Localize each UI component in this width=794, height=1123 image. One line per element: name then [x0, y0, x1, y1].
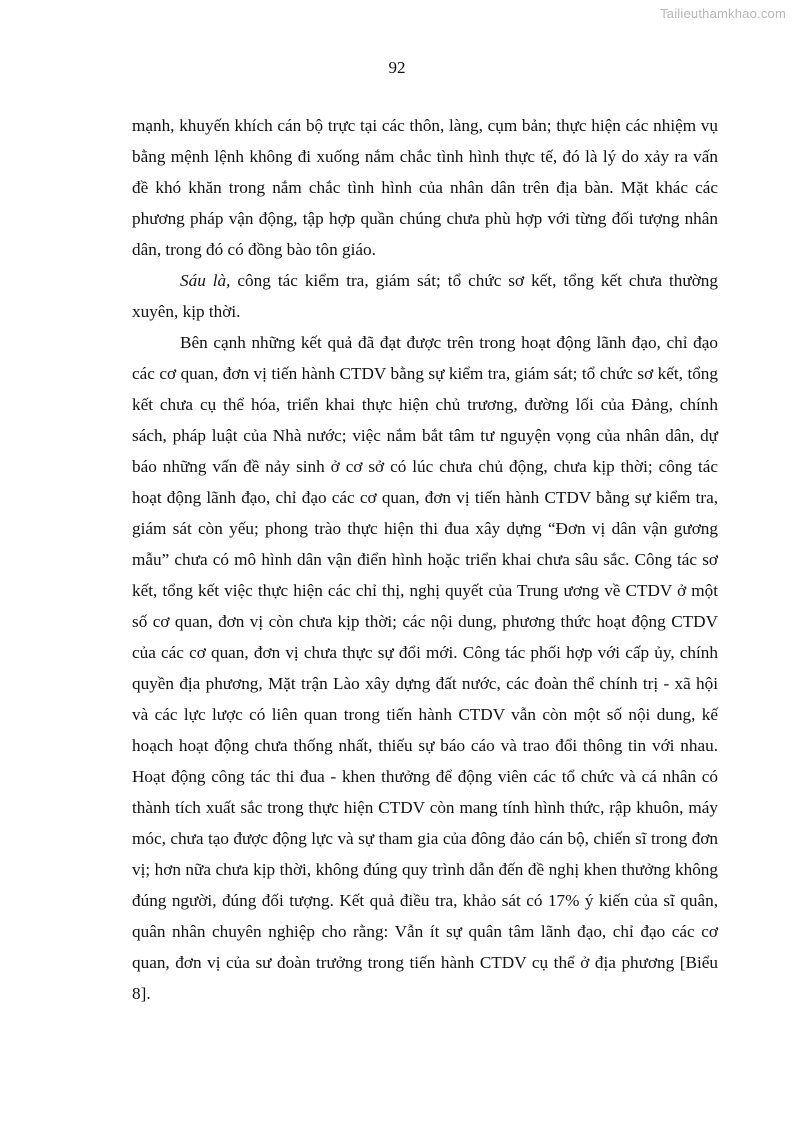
paragraph-2 — [132, 265, 718, 327]
paragraph-2-text: công tác kiểm tra, giám sát; tổ chức sơ kết, tổng kết chưa thường xuyên, kịp thời. — [132, 271, 718, 321]
paragraph-3: Bên cạnh những kết quả đã đạt được trên trong hoạt động lãnh đạo, chỉ đạo các cơ quan, đơn vị tiến hành CTDV bằng sự kiểm tra, giám sát; tổ chức sơ kết, tổng kết chưa cụ thể hóa, triển khai thực hiện chủ trương, đường lối của Đảng, chính sách, pháp luật của Nhà nước; việc nắm bắt tâm tư nguyện vọng của nhân dân, dự báo những vấn đề nảy sinh ở cơ sở có lúc chưa chủ động, chưa kịp thời; công tác hoạt động lãnh đạo, chỉ đạo các cơ quan, đơn vị tiến hành CTDV bằng sự kiểm tra, giám sát còn yếu; phong trào thực hiện thi đua xây dựng “Đơn vị dân vận gương mẫu” chưa có mô hình dân vận điển hình hoặc triển khai chưa sâu sắc. Công tác sơ kết, tổng kết việc thực hiện các chỉ thị, nghị quyết của Trung ương về CTDV ở một số cơ quan, đơn vị còn chưa kịp thời; các nội dung, phương thức hoạt động CTDV của các cơ quan, đơn vị chưa thực sự đổi mới. Công tác phối hợp với cấp ủy, chính quyền địa phương, Mặt trận Lào xây dựng đất nước, các đoàn thể chính trị - xã hội và các lực lược có liên quan trong tiến hành CTDV vẫn còn một số nội dung, kế hoạch hoạt động chưa thống nhất, thiếu sự báo cáo và trao đổi thông tin với nhau. Hoạt động công tác thi đua - khen thưởng để động viên các tổ chức và cá nhân có thành tích xuất sắc trong thực hiện CTDV còn mang tính hình thức, rập khuôn, máy móc, chưa tạo được động lực và sự tham gia của đông đảo cán bộ, chiến sĩ trong đơn vị; hơn nữa chưa kịp thời, không đúng quy trình dẫn đến đề nghị khen thưởng không đúng người, đúng đối tượng. Kết quả điều tra, khảo sát có 17% ý kiến của sĩ quân, quân nhân chuyên nghiệp cho rằng: Vẫn ít sự quân tâm lãnh đạo, chỉ đạo các cơ quan, đơn vị của sư đoàn trưởng trong tiến hành CTDV cụ thể ở địa phương [Biểu 8]. — [132, 333, 718, 1003]
paragraph-2-lead: Sáu là, — [180, 271, 231, 290]
watermark-text: Tailieuthamkhao.com — [660, 6, 786, 21]
paragraph-1: mạnh, khuyến khích cán bộ trực tại các thôn, làng, cụm bản; thực hiện các nhiệm vụ bằng mệnh lệnh không đi xuống nắm chắc tình hình thực tế, đó là lý do xảy ra vấn đề khó khăn trong nắm chắc tình hình của nhân dân trên địa bàn. Mặt khác các phương pháp vận động, tập hợp quần chúng chưa phù hợp với từng đối tượng nhân dân, trong đó có đồng bào tôn giáo. — [132, 116, 718, 259]
document-body — [132, 110, 718, 1009]
page-number: 92 — [388, 58, 406, 77]
